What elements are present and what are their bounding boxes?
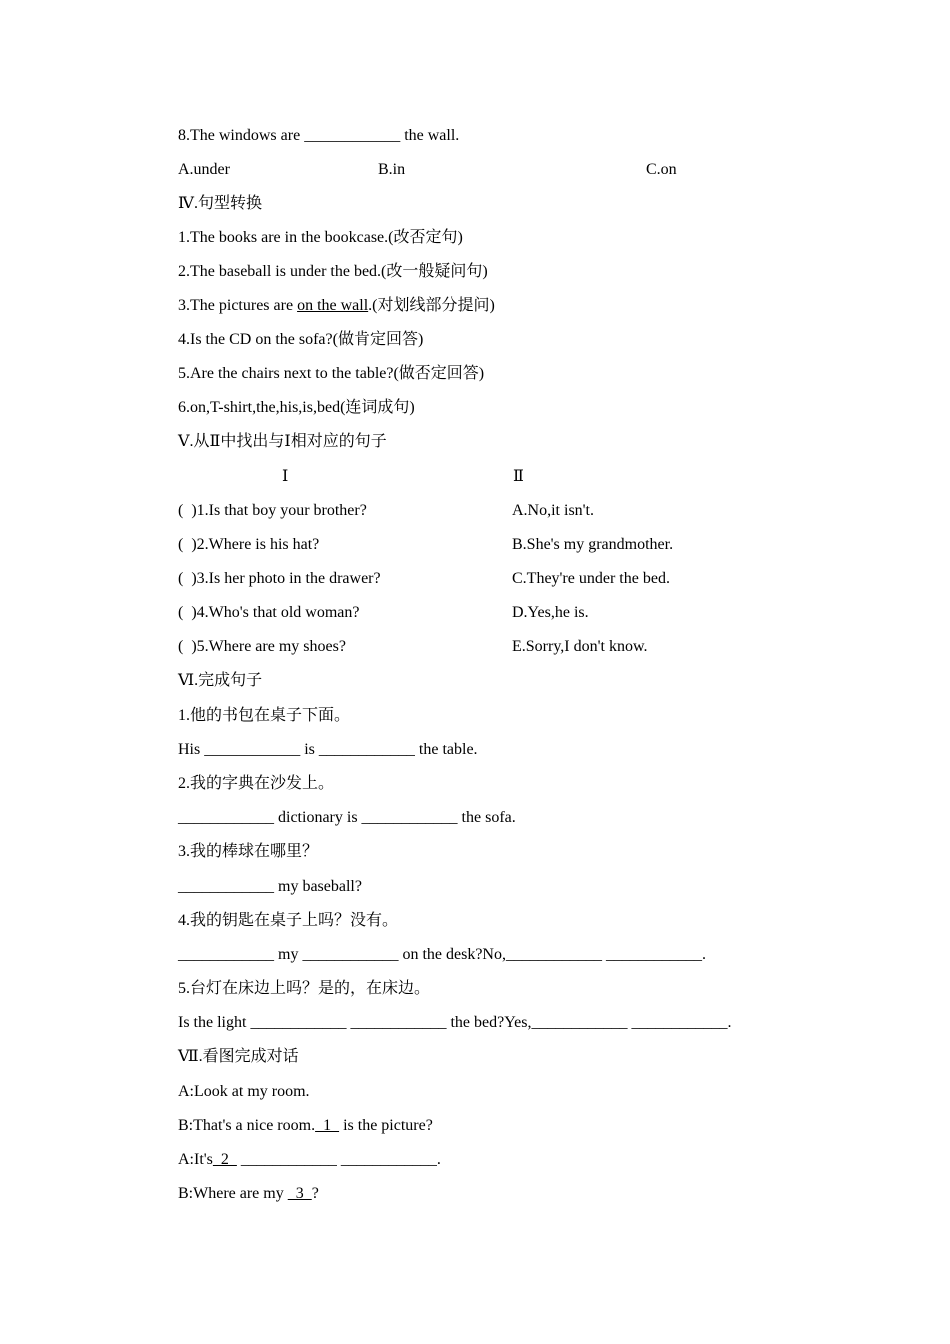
- column-1-header: Ⅰ: [282, 468, 289, 485]
- match-question-3: ( )3.Is her photo in the drawer?: [178, 570, 381, 587]
- section-6-answer-5: Is the light ____________ ____________ the bed?Yes,____________ ____________.: [178, 1014, 732, 1031]
- section-6-answer-2: ____________ dictionary is ____________ the sofa.: [178, 809, 516, 826]
- match-answer-b: B.She's my grandmother.: [512, 536, 674, 553]
- section-6-prompt-2: 2.我的字典在沙发上。: [178, 775, 335, 792]
- match-answer-d: D.Yes,he is.: [512, 604, 589, 621]
- section-6-answer-1: His ____________ is ____________ the table.: [178, 741, 478, 758]
- match-answer-a: A.No,it isn't.: [512, 502, 594, 519]
- section-4-item-3: 3.The pictures are on the wall.(对划线部分提问): [178, 297, 495, 314]
- match-question-2: ( )2.Where is his hat?: [178, 536, 320, 553]
- section-4-title: Ⅳ.句型转换: [178, 195, 262, 212]
- dialogue-line-1: A:Look at my room.: [178, 1083, 310, 1100]
- section-6-answer-3: ____________ my baseball?: [178, 878, 362, 895]
- section-5-title: Ⅴ.从Ⅱ中找出与Ⅰ相对应的句子: [178, 433, 387, 450]
- blank-3: 3: [287, 1185, 312, 1202]
- section-6-title: Ⅵ.完成句子: [178, 672, 263, 689]
- match-question-4: ( )4.Who's that old woman?: [178, 604, 360, 621]
- section-4-item-6: 6.on,T-shirt,the,his,is,bed(连词成句): [178, 399, 415, 416]
- section-7-title: Ⅶ.看图完成对话: [178, 1048, 299, 1065]
- column-2-header: Ⅱ: [513, 468, 524, 485]
- section-6-answer-4: ____________ my ____________ on the desk?No,____________ ____________.: [178, 946, 706, 963]
- section-4-item-2: 2.The baseball is under the bed.(改一般疑问句): [178, 263, 488, 280]
- dialogue-line-2: B:That's a nice room. 1 is the picture?: [178, 1117, 433, 1134]
- option-c: C.on: [646, 161, 677, 178]
- option-a: A.under: [178, 161, 230, 178]
- match-question-5: ( )5.Where are my shoes?: [178, 638, 346, 655]
- match-question-1: ( )1.Is that boy your brother?: [178, 502, 367, 519]
- option-b: B.in: [378, 161, 406, 178]
- blank-1: 1: [315, 1117, 340, 1134]
- match-answer-e: E.Sorry,I don't know.: [512, 638, 648, 655]
- question-8: 8.The windows are ____________ the wall.: [178, 127, 460, 144]
- section-6-prompt-4: 4.我的钥匙在桌子上吗？没有。: [178, 912, 399, 929]
- section-6-prompt-5: 5.台灯在床边上吗？是的，在床边。: [178, 980, 431, 997]
- section-4-item-1: 1.The books are in the bookcase.(改否定句): [178, 229, 463, 246]
- section-4-item-5: 5.Are the chairs next to the table?(做否定回答): [178, 365, 485, 382]
- section-4-item-4: 4.Is the CD on the sofa?(做肯定回答): [178, 331, 424, 348]
- section-6-prompt-1: 1.他的书包在桌子下面。: [178, 707, 351, 724]
- blank-2: 2: [212, 1151, 237, 1168]
- underlined-phrase: on the wall: [297, 297, 369, 314]
- match-answer-c: C.They're under the bed.: [512, 570, 670, 587]
- dialogue-line-4: B:Where are my 3 ?: [178, 1185, 319, 1202]
- section-6-prompt-3: 3.我的棒球在哪里？: [178, 843, 319, 860]
- dialogue-line-3: A:It's 2 ____________ ____________.: [178, 1151, 441, 1168]
